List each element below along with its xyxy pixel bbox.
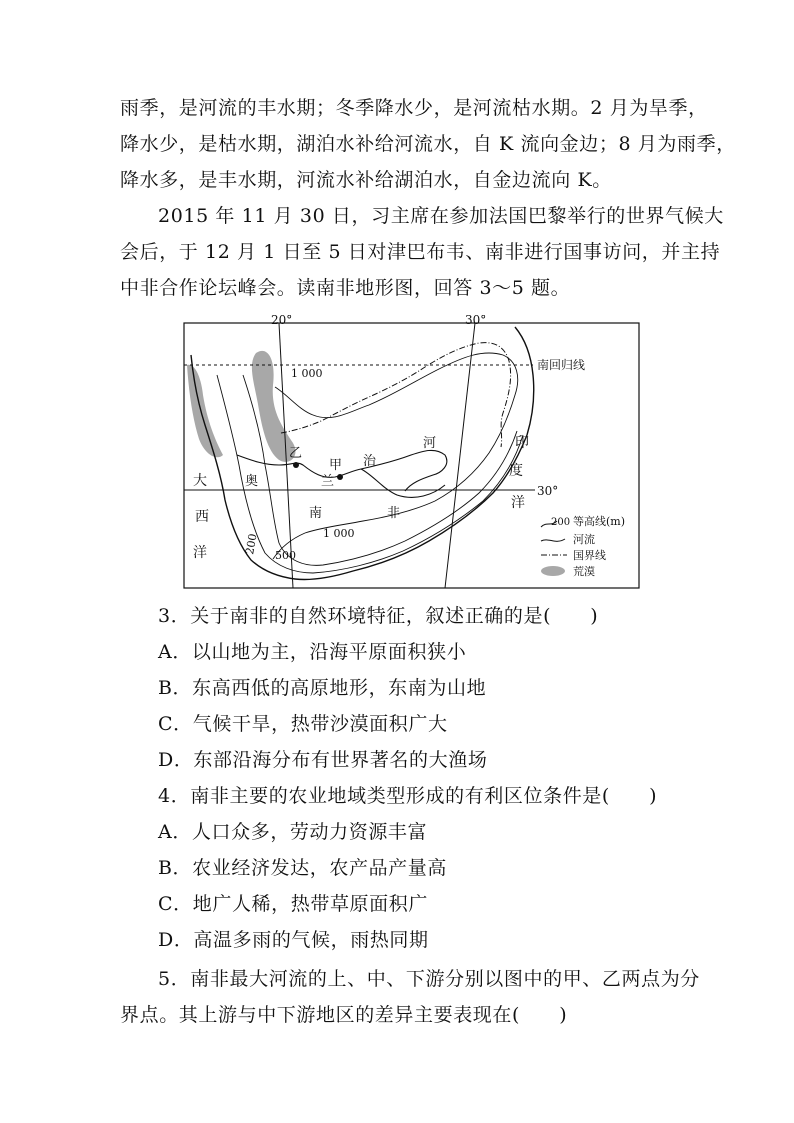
legend-desert-symbol <box>541 566 565 576</box>
south-africa-terrain-map <box>183 315 648 590</box>
map-legend <box>541 514 625 578</box>
contour-label-1000-north: 1 000 <box>291 367 323 380</box>
contour-label-500: 500 <box>275 549 296 562</box>
paragraph-1 <box>120 90 736 198</box>
label-he: 河 <box>423 436 437 451</box>
point-yi <box>293 462 299 468</box>
question-5 <box>120 961 700 1033</box>
text-line: 降水少，是枯水期，湖泊水补给河流水，自 K 流向金边；8 月为雨季， <box>120 133 736 155</box>
lon-label-30: 30° <box>465 315 487 327</box>
question-4-option-b: B．农业经济发达，农产品产量高 <box>158 857 447 879</box>
question-3-option-d: D．东部沿海分布有世界著名的大渔场 <box>158 749 488 771</box>
question-3-option-a: A．以山地为主，沿海平原面积狭小 <box>158 641 467 663</box>
contour-label-200: 200 <box>243 532 260 556</box>
question-3-stem: 3．关于南非的自然环境特征，叙述正确的是( ) <box>158 605 599 627</box>
meridian-30 <box>445 323 475 588</box>
tropic-label: 南回归线 <box>537 358 586 372</box>
ocean-atlantic-1: 大 <box>193 473 207 489</box>
legend-river-label: 河流 <box>573 533 595 546</box>
question-4-stem: 4．南非主要的农业地域类型形成的有利区位条件是( ) <box>158 785 658 807</box>
contour-label-1000-south: 1 000 <box>323 527 355 540</box>
question-4-option-c: C．地广人稀，热带草原面积广 <box>158 893 428 915</box>
ocean-indian-2: 度 <box>509 463 523 479</box>
question-4-option-d: D．高温多雨的气候，雨热同期 <box>158 929 429 951</box>
question-4-option-a: A．人口众多，劳动力资源丰富 <box>158 821 428 843</box>
text-line: 5．南非最大河流的上、中、下游分别以图中的甲、乙两点为分 <box>158 968 700 990</box>
label-lan: 兰 <box>321 474 335 489</box>
question-3-option-c: C．气候干旱，热带沙漠面积广大 <box>158 713 448 735</box>
point-jia <box>337 474 343 480</box>
label-yi: 乙 <box>289 446 303 461</box>
label-jia: 甲 <box>329 458 343 473</box>
legend-river-symbol <box>541 539 565 541</box>
legend-desert-label: 荒漠 <box>573 565 595 578</box>
contour-500 <box>243 375 517 565</box>
ocean-atlantic-2: 西 <box>195 509 209 525</box>
ocean-indian-1: 印 <box>515 435 529 451</box>
label-nan: 南 <box>309 506 323 521</box>
text-line: 降水多，是丰水期，河流水补给湖泊水，自金边流向 K。 <box>120 169 612 191</box>
legend-contour-value: 200 <box>551 517 571 528</box>
question-3-option-b: B．东高西低的高原地形，东南为山地 <box>158 677 487 699</box>
lon-label-20: 20° <box>271 315 293 327</box>
legend-border-label: 国界线 <box>573 549 606 562</box>
legend-contour-label: 等高线(m) <box>573 515 626 528</box>
text-line: 雨季，是河流的丰水期；冬季降水少，是河流枯水期。2 月为旱季， <box>120 97 708 119</box>
national-border <box>281 343 511 447</box>
text-line: 会后，于 12 月 1 日至 5 日对津巴布韦、南非进行国事访问，并主持 <box>120 241 721 263</box>
ocean-indian-3: 洋 <box>511 495 525 511</box>
label-fei: 非 <box>387 506 401 521</box>
text-line: 界点。其上游与中下游地区的差异主要表现在( ) <box>120 1004 568 1026</box>
label-ao: 奥 <box>245 474 259 489</box>
paragraph-2 <box>120 198 724 306</box>
text-line: 2015 年 11 月 30 日，习主席在参加法国巴黎举行的世界气候大 <box>158 205 724 227</box>
lat-30-label: 30° <box>537 484 559 498</box>
ocean-atlantic-3: 洋 <box>193 545 207 561</box>
label-zhi: 治 <box>363 454 377 469</box>
text-line: 中非合作论坛峰会。读南非地形图，回答 3～5 题。 <box>120 277 571 299</box>
